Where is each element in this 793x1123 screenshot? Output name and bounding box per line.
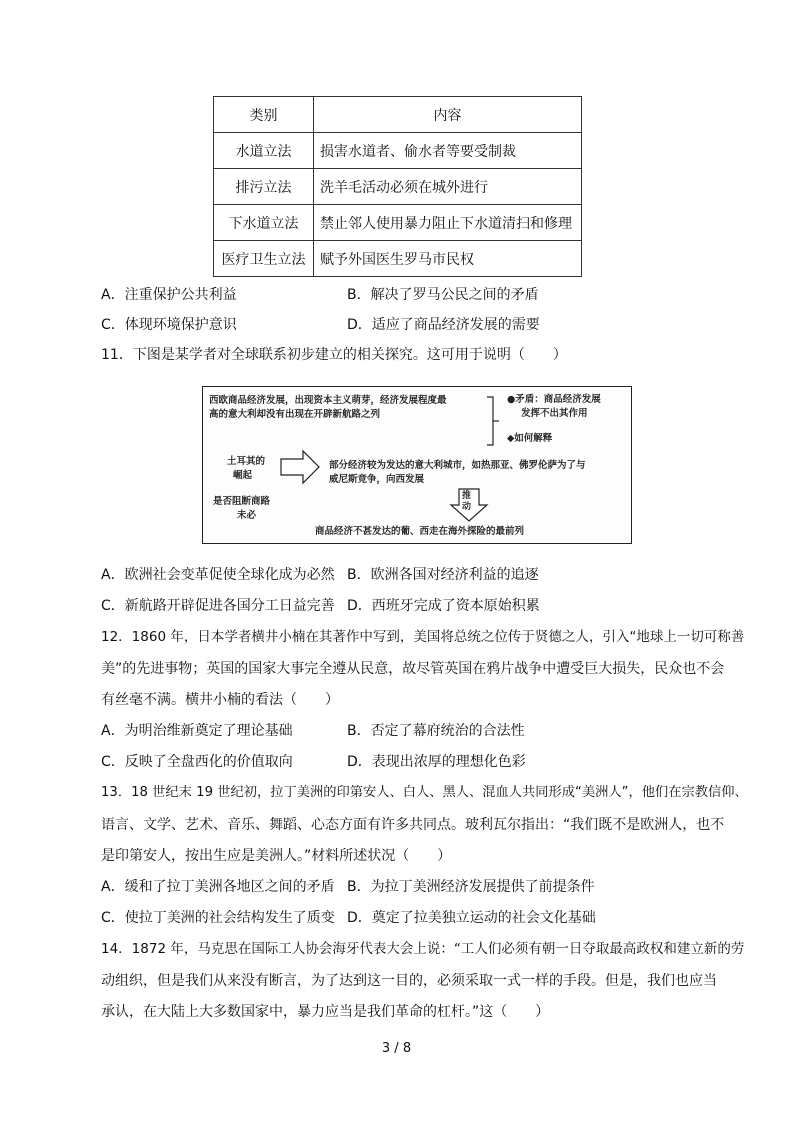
- q13-option-d: D．奠定了拉美独立运动的社会文化基础: [347, 910, 596, 926]
- q12-line1: 12．1860 年，日本学者横井小楠在其著作中写到，美国将总统之位传于贤德之人，引入“地球上一切可称善: [101, 629, 745, 645]
- diagram-push-label: 推动: [462, 491, 472, 512]
- diagram-contradiction-line1: ●矛盾：商品经济发展: [507, 394, 601, 405]
- table-cell: 水道立法: [214, 133, 314, 169]
- table-cell: 损害水道者、偷水者等要受制裁: [314, 133, 582, 169]
- q11-option-c: C．新航路开辟促进各国分工日益完善: [101, 598, 335, 614]
- q11-option-a: A．欧洲社会变革促使全球化成为必然: [101, 567, 335, 583]
- diagram-bottom: 商品经济不甚发达的葡、西走在海外探险的最前列: [315, 526, 525, 537]
- q11-diagram: [202, 386, 632, 544]
- table-header-row: [214, 97, 582, 133]
- table-cell: 医疗卫生立法: [214, 241, 314, 277]
- q13-option-a: A．缓和了拉丁美洲各地区之间的矛盾: [101, 879, 335, 895]
- table-row: [214, 241, 582, 277]
- diagram-turk-line1: 土耳其的: [227, 456, 266, 467]
- diagram-block-line1: 是否阻断商路: [213, 496, 271, 507]
- table-row: [214, 133, 582, 169]
- diagram-top-left-line2: 高的意大利却没有出现在开辟新航路之列: [209, 409, 381, 420]
- diagram-turk-line2: 崛起: [233, 470, 253, 481]
- q12-option-d: D．表现出浓厚的理想化色彩: [347, 754, 526, 770]
- diagram-cities-line2: 威尼斯竞争，向西发展: [329, 474, 425, 485]
- table-cell: 排污立法: [214, 169, 314, 205]
- table-header-cell: 类别: [214, 97, 314, 133]
- q12-option-a: A．为明治维新奠定了理论基础: [101, 723, 293, 739]
- q10-option-a: A．注重保护公共利益: [101, 287, 237, 303]
- q12-option-b: B．否定了幕府统治的合法性: [347, 723, 525, 739]
- diagram-contradiction-line2: 发挥不出其作用: [521, 408, 588, 419]
- q10-option-d: D．适应了商品经济发展的需要: [347, 317, 540, 333]
- q13-line1: 13．18 世纪末 19 世纪初，拉丁美洲的印第安人、白人、黑人、混血人共同形成“美洲人”，他们在宗教信仰、: [101, 785, 748, 800]
- q11-stem: 11．下图是某学者对全球联系初步建立的相关探究。这可用于说明（ ）: [101, 347, 567, 363]
- diagram-cities-line1: 部分经济较为发达的意大利城市，如热那亚、佛罗伦萨为了与: [329, 460, 586, 471]
- q11-option-b: B．欧洲各国对经济利益的追逐: [347, 567, 539, 583]
- q10-option-c: C．体现环境保护意识: [101, 317, 237, 333]
- table-cell: 洗羊毛活动必须在城外进行: [314, 169, 582, 205]
- q13-line3: 是印第安人，按出生应是美洲人。”材料所述状况（ ）: [101, 848, 452, 864]
- q14-line2: 动组织，但是我们从来没有断言，为了达到这一目的，必须采取一式一样的手段。但是，我们也应当: [101, 973, 717, 989]
- q11-option-d: D．西班牙完成了资本原始积累: [347, 598, 540, 614]
- q13-option-c: C．使拉丁美洲的社会结构发生了质变: [101, 910, 335, 926]
- table-cell: 下水道立法: [214, 205, 314, 241]
- q13-option-b: B．为拉丁美洲经济发展提供了前提条件: [347, 879, 595, 895]
- table-row: [214, 205, 582, 241]
- table-header-cell: 内容: [314, 97, 582, 133]
- q12-line3: 有丝毫不满。横井小楠的看法（ ）: [101, 692, 339, 708]
- table-cell: 赋予外国医生罗马市民权: [314, 241, 582, 277]
- diagram-top-left-line1: 西欧商品经济发展，出现资本主义萌芽，经济发展程度最: [209, 395, 447, 406]
- legislation-table: [213, 96, 582, 277]
- q13-line2: 语言、文学、艺术、音乐、舞蹈、心态方面有许多共同点。玻利瓦尔指出：“我们既不是欧洲人，也不: [101, 817, 725, 833]
- table-cell: 禁止邻人使用暴力阻止下水道清扫和修理: [314, 205, 582, 241]
- q14-line1: 14．1872 年，马克思在国际工人协会海牙代表大会上说：“工人们必须有朝一日夺取最高政权和建立新的劳: [101, 941, 745, 957]
- page-number: 3 / 8: [381, 1041, 412, 1056]
- diagram-block-line2: 未必: [237, 510, 257, 521]
- diagram-explain: ◆如何解释: [507, 433, 553, 444]
- q14-line3: 承认，在大陆上大多数国家中，暴力应当是我们革命的杠杆。”这（ ）: [101, 1004, 550, 1020]
- q12-line2: 美”的先进事物；英国的国家大事完全遵从民意，故尽管英国在鸦片战争中遭受巨大损失，民众也不会: [101, 661, 725, 677]
- q10-option-b: B．解决了罗马公民之间的矛盾: [347, 287, 539, 303]
- table-row: [214, 169, 582, 205]
- q12-option-c: C．反映了全盘西化的价值取向: [101, 754, 293, 770]
